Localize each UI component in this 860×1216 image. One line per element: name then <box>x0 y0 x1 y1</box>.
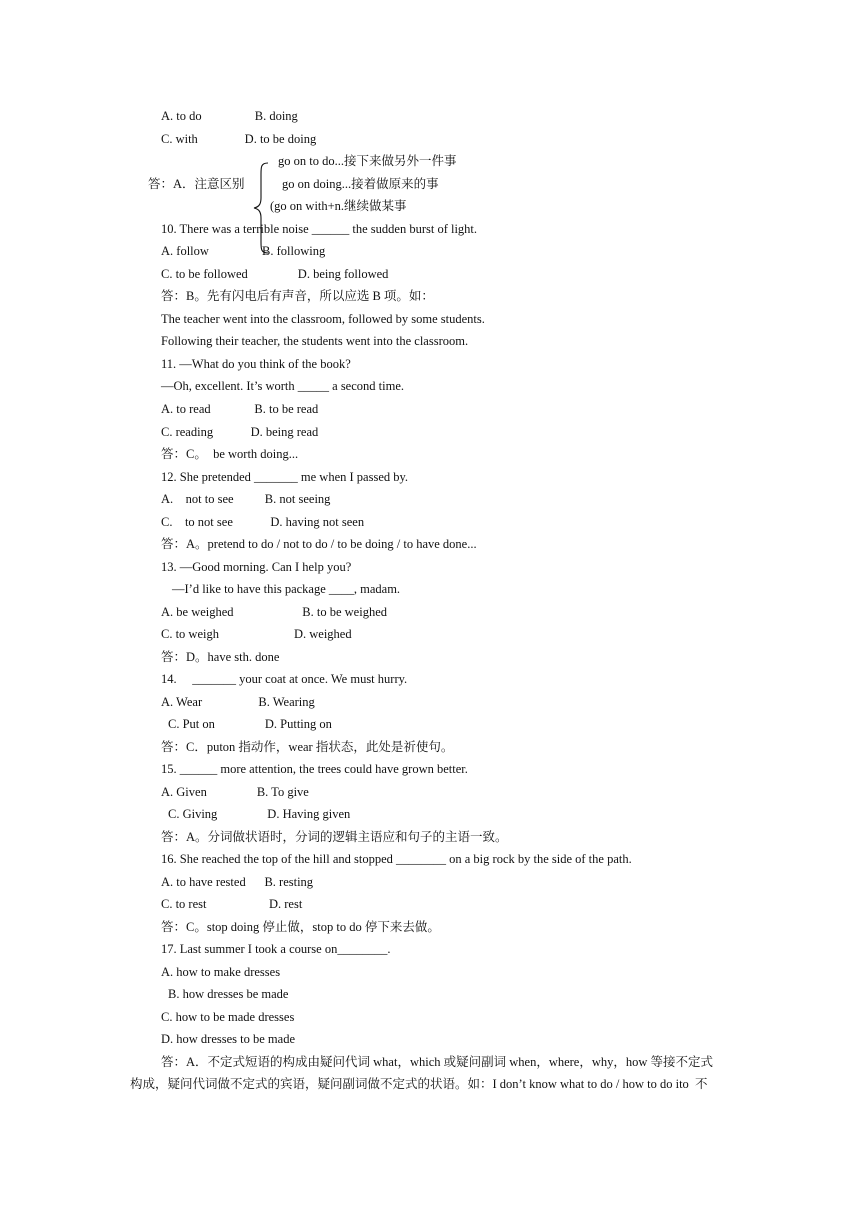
text-line: A. Given B. To give <box>161 785 309 799</box>
text-line: 答：C。 be worth doing... <box>161 447 299 461</box>
text-line: C. how to be made dresses <box>161 1010 295 1024</box>
text-line: 17. Last summer I took a course on________. <box>161 942 391 956</box>
text-line: The teacher went into the classroom, followed by some students. <box>161 312 485 326</box>
text-line: A. Wear B. Wearing <box>161 695 315 709</box>
text-line: Following their teacher, the students went into the classroom. <box>161 334 469 348</box>
text-line: 16. She reached the top of the hill and stopped ________ on a big rock by the side of the path. <box>161 852 632 866</box>
text-line: A. how to make dresses <box>161 965 281 979</box>
text-line: C. to rest D. rest <box>161 897 303 911</box>
text-line: 答：A．不定式短语的构成由疑问代词 what，which 或疑问副词 when，where，why，how 等接不定式 <box>161 1055 714 1069</box>
text-line: —Oh, excellent. It’s worth _____ a second time. <box>161 379 404 393</box>
text-line: 答：C。stop doing 停止做，stop to do 停下来去做。 <box>161 920 440 934</box>
text-line: go on doing...接着做原来的事 <box>282 177 439 191</box>
text-line: A. follow <box>161 244 209 258</box>
text-line: 10. There was a terrible noise ______ the sudden burst of light. <box>161 222 478 236</box>
text-line: (go on with+n.继续做某事 <box>270 199 407 213</box>
brace-icon <box>252 162 270 254</box>
text-line: C. Giving D. Having given <box>168 807 351 821</box>
text-line: 11. —What do you think of the book? <box>161 357 351 371</box>
text-line: C. reading D. being read <box>161 425 319 439</box>
text-line: 答：A．注意区别 <box>148 177 245 191</box>
text-line: A. to do B. doing <box>161 109 298 123</box>
text-line: D. how dresses to be made <box>161 1032 295 1046</box>
text-line: 13. —Good morning. Can I help you? <box>161 560 352 574</box>
text-line: C. to be followed D. being followed <box>161 267 389 281</box>
text-line: 12. She pretended _______ me when I passed by. <box>161 470 409 484</box>
text-line: B. how dresses be made <box>168 987 289 1001</box>
text-line: 构成，疑问代词做不定式的宾语，疑问副词做不定式的状语。如：I don’t know what to do / how to do ito 不 <box>130 1077 708 1091</box>
text-line: 答：D。have sth. done <box>161 650 280 664</box>
text-line: A. to have rested B. resting <box>161 875 314 889</box>
text-line: 答：B。先有闪电后有声音，所以应选 B 项。如： <box>161 289 434 303</box>
text-line: A. not to see B. not seeing <box>161 492 331 506</box>
text-line: A. to read B. to be read <box>161 402 319 416</box>
text-line: A. be weighed B. to be weighed <box>161 605 388 619</box>
text-line: 答：C．puton 指动作，wear 指状态，此处是祈使句。 <box>161 740 454 754</box>
text-line: 答：A。分词做状语时，分词的逻辑主语应和句子的主语一致。 <box>161 830 508 844</box>
text-line: 15. ______ more attention, the trees could have grown better. <box>161 762 468 776</box>
text-line: C. to weigh D. weighed <box>161 627 352 641</box>
text-line: B. following <box>262 244 326 258</box>
text-line: C. with D. to be doing <box>161 132 317 146</box>
text-line: C. to not see D. having not seen <box>161 515 365 529</box>
text-line: C. Put on D. Putting on <box>168 717 332 731</box>
text-line: 答：A。pretend to do / not to do / to be doing / to have done... <box>161 537 477 551</box>
text-line: —I’d like to have this package ____, madam. <box>172 582 401 596</box>
text-line: go on to do...接下来做另外一件事 <box>278 154 457 168</box>
text-line: 14. _______ your coat at once. We must hurry. <box>161 672 408 686</box>
